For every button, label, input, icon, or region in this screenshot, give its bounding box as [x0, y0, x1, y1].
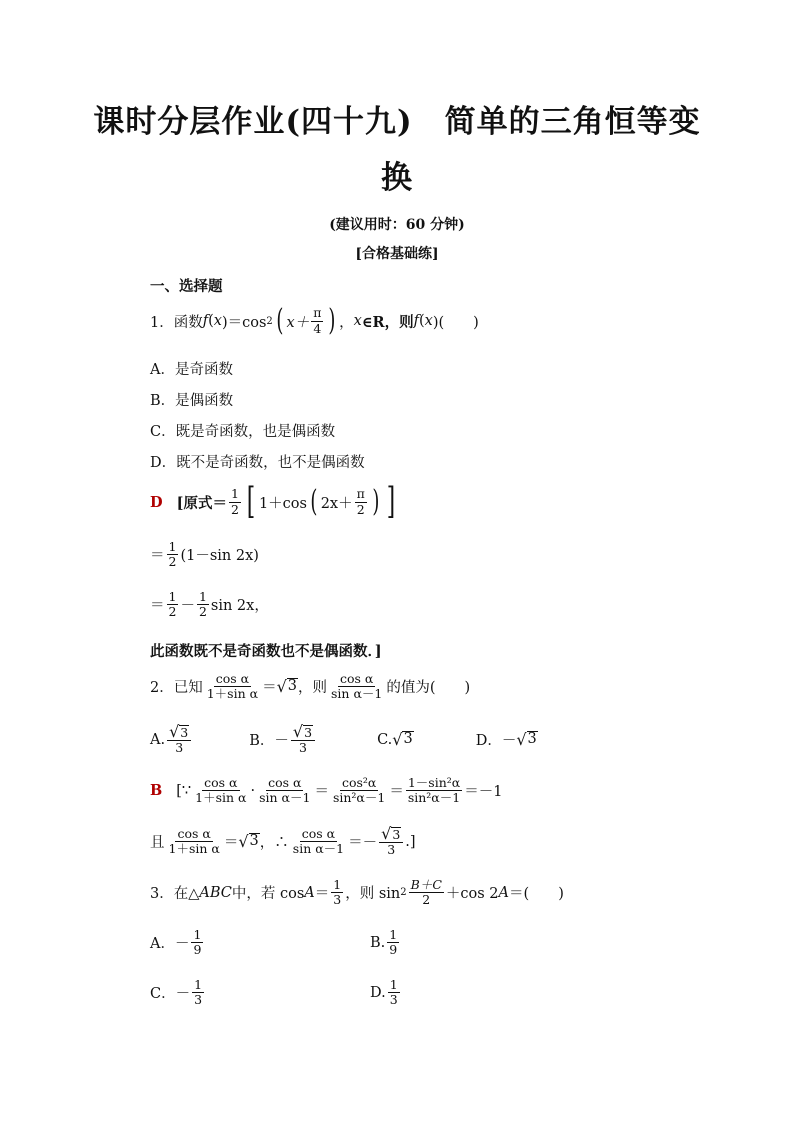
question-1-stem: 1．函数 f ( x )＝cos 2 ( x＋ $\frac{\pi}{4}$ ) ， x ∈R，则 f ( x )( ): [150, 303, 479, 338]
q1-conclusion: 此函数既不是奇函数也不是偶函数．]: [150, 643, 382, 660]
q1-option-a: A．是奇函数: [150, 362, 233, 378]
q2-answer: B: [150, 782, 163, 800]
part-heading: 一、选择题: [150, 278, 223, 295]
question-3-stem: 3．在△ ABC 中，若 cos A ＝ $\frac{1}{3}$ ，则 sin 2 $\frac{B+C}{2}$ ＋cos 2 A ＝( ): [150, 877, 564, 908]
q1-solution-line1: D [原式＝ $\frac{1}{2}$ [ 1＋cos ( 2x＋ $\frac{\pi}{2}$ ) ]: [150, 481, 395, 522]
section-tag: [合格基础练]: [355, 246, 439, 262]
q3-option-b: B. $\frac{1}{9}$: [370, 927, 398, 958]
q3-option-d: D. $\frac{1}{3}$: [370, 977, 398, 1008]
q1-answer: D: [150, 493, 163, 511]
q2-solution-line2: 且 $\frac{\text{cos α}}{\text{1＋sin α}}$ ＝ √ 3 ，∴ $\frac{\text{cos α}}{\text{sin α－1}}$ ＝－ √ 3 3 .]: [150, 824, 416, 858]
q2-solution-line1: B [∵ $\frac{\text{cos α}}{\text{1＋sin α}}$ · $\frac{\text{cos α}}{\text{sin α－1}}$ ＝ $\frac{\text{cos²α}}{\text{sin²α－1}}$ ＝ $\frac{\text{1－sin²α}}{\text{sin²α－1}}$ ＝－1: [150, 775, 503, 806]
q1-solution-line3: ＝ $\frac{1}{2}$ － $\frac{1}{2}$ sin 2x，: [150, 589, 269, 620]
page-title-line1: 课时分层作业(四十九) 简单的三角恒等变: [93, 104, 701, 140]
q3-option-a: A．－ $\frac{1}{9}$: [150, 927, 202, 958]
page-title-line2: 换: [381, 160, 413, 196]
q1-option-c: C．既是奇函数，也是偶函数: [150, 424, 336, 440]
q1-solution-line2: ＝ $\frac{1}{2}$ (1－sin 2x): [150, 539, 259, 570]
q1-option-d: D．既不是奇函数，也不是偶函数: [150, 455, 365, 471]
q2-options: A. √ 3 3 B．－ √ 3 3 C. √ 3 D．－ √ 3: [150, 722, 537, 756]
q1-option-b: B．是偶函数: [150, 393, 234, 409]
time-hint: (建议用时：60 分钟): [329, 217, 465, 233]
q3-option-c: C．－ $\frac{1}{3}$: [150, 977, 203, 1008]
question-2-stem: 2．已知 $\frac{\text{cos α}}{\text{1＋sin α}}$ ＝ √ 3 ，则 $\frac{\text{cos α}}{\text{sin α－1}}$ 的值为( ): [150, 671, 471, 702]
